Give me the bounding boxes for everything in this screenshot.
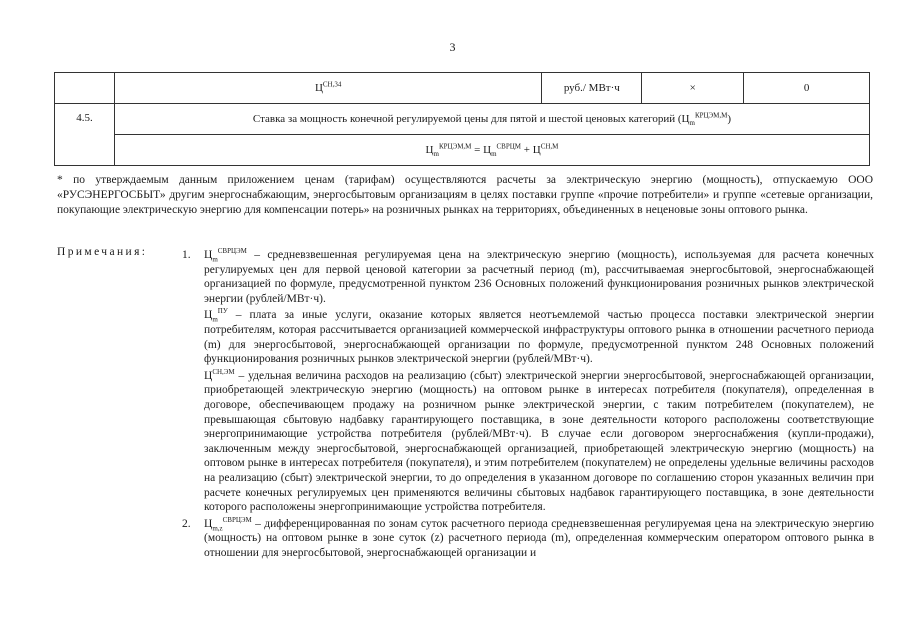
note-symbol-sup: СВРЦЭМ <box>217 247 247 256</box>
formula-symbol: Ц <box>314 82 323 94</box>
formula-term1: Ц <box>483 144 492 156</box>
notes-list <box>182 246 874 560</box>
note-paragraph <box>204 369 874 515</box>
note-paragraph <box>204 517 874 561</box>
note-text: – средневзвешенная регулируемая цена на электрическую энергию (мощность), используемая для расчета конечных регулируемых цен для первой ценовой категории за расчетный период (m), рассчитываемая энергосбытовой, энергоснабжающей организацией по формуле, предусмотренной пунктом 236 Основных положений функционирования розничных рынков электрической энергии (рублей/МВт·ч). <box>204 249 874 305</box>
formula-plus: + <box>521 144 533 156</box>
row-number-cell <box>55 73 115 104</box>
page-number: 3 <box>449 40 456 54</box>
note-item-1 <box>182 248 874 515</box>
note-number: 1. <box>182 249 191 261</box>
table-row <box>55 135 870 166</box>
note-item-2 <box>182 517 874 561</box>
note-symbol-sup: СВРЦЭМ <box>222 515 252 524</box>
note-symbol: Ц <box>204 517 213 530</box>
note-symbol-sub: m <box>212 315 218 324</box>
formula-term1-sub: m <box>491 150 497 159</box>
note-symbol: Ц <box>204 369 213 382</box>
table-row <box>55 104 870 135</box>
note-paragraph <box>204 308 874 366</box>
footnote: * по утверждаемым данным приложением ценам (тарифам) осуществляются расчеты за электрическую энергию (мощность), отпускаемую ООО «РУСЭНЕРГОСБЫТ» другим энергоснабжающим, энергосбытовым организациям в целях поставки группе «прочие потребители» и группе «сетевые организации, покупающие электрическую энергию для компенсации потерь» на розничных рынках на территориях, объединенных в неценовые зоны оптового рынка. <box>57 174 873 216</box>
formula-term2-sup: СН,М <box>540 142 559 151</box>
note-symbol-sub: m,z <box>212 523 223 532</box>
note-symbol-sub: m <box>212 255 218 264</box>
formula-cell <box>114 73 541 104</box>
note-symbol-sup: ПУ <box>217 307 228 316</box>
formula-term2: Ц <box>532 144 541 156</box>
formula-superscript: СН,34 <box>322 80 342 89</box>
rate-close-paren: ) <box>727 113 732 125</box>
note-symbol: Ц <box>204 309 213 322</box>
note-paragraph <box>204 248 874 306</box>
formula-lhs-sup: КРЦЭМ,М <box>438 142 472 151</box>
rate-symbol-sub: m <box>689 119 695 128</box>
rate-symbol: Ц <box>681 113 690 125</box>
notes-label: Примечания: <box>57 246 148 258</box>
formula-term1-sup: СВРЦМ <box>496 142 522 151</box>
row-number-cell: 4.5. <box>55 104 115 166</box>
formula-lhs-sub: m <box>433 150 439 159</box>
rate-formula-cell <box>114 135 869 166</box>
table-row <box>55 73 870 104</box>
note-symbol-sup: СН,ЭМ <box>212 367 235 376</box>
note-symbol: Ц <box>204 249 213 261</box>
rate-description-cell <box>114 104 869 135</box>
note-text: – дифференцированная по зонам суток расчетного периода средневзвешенная регулируемая цена на электрическую энергию (мощность) на оптовом рынке в зоне суток (z) расчетного периода (m), определенная коммерческим оператором оптового рынка в отношении для энергосбытовой, энергоснабжающей организации и <box>204 517 874 559</box>
formula-lhs: Ц <box>425 144 434 156</box>
note-number: 2. <box>182 517 191 530</box>
cross-cell: × <box>642 73 744 104</box>
note-text: – удельная величина расходов на реализацию (сбыт) электрической энергии энергосбытовой, энергоснабжающей организации, приобретающей электрическую энергию (мощность) на оптовом рынке в интересах потребителя (покупателя), определенная в договоре, обеспечивающем продажу на розничном рынке электрической энергии, с таким потребителем (покупателем), не превышающая сбытовую надбавку гарантирующего поставщика, в зоне деятельности которого расположены соответствующие энергопринимающие устройства потребителя (рублей/МВт·ч). В случае если договором энергоснабжения (купли-продажи), заключенным между энергосбытовой, энергоснабжающей организацией, приобретающей электрическую энергию (мощность) на оптовом рынке в интересах потребителя (покупателя), и этим потребителем (покупателем) не определены удельные величины расходов на реализацию (сбыт) электрической энергии, то до определения в указанном договоре по соглашению сторон указанных величин при расчете конечных регулируемых цен применяются величины сбытовых надбавок гарантирующего поставщика, в зоне деятельности которого расположены энергопринимающие устройства потребителя. <box>204 369 874 514</box>
value-cell: 0 <box>744 73 870 104</box>
formula-equals: = <box>471 144 484 156</box>
rate-symbol-sup: КРЦЭМ,М <box>694 111 728 120</box>
unit-cell: руб./ МВт·ч <box>542 73 642 104</box>
tariff-table <box>54 72 870 166</box>
rate-description: Ставка за мощность конечной регулируемой цены для пятой и шестой ценовых категорий ( <box>252 113 682 125</box>
note-text: – плата за иные услуги, оказание которых является неотъемлемой частью процесса поставки электрической энергии потребителям, которая рассчитывается организацией коммерческой инфраструктуры оптового рынка в отношении расчетного периода (m) для энергосбытовой, энергоснабжающей организации по формуле, предусмотренной пунктом 248 Основных положений функционирования розничных рынков электрической энергии (рублей/МВт·ч). <box>204 309 874 366</box>
